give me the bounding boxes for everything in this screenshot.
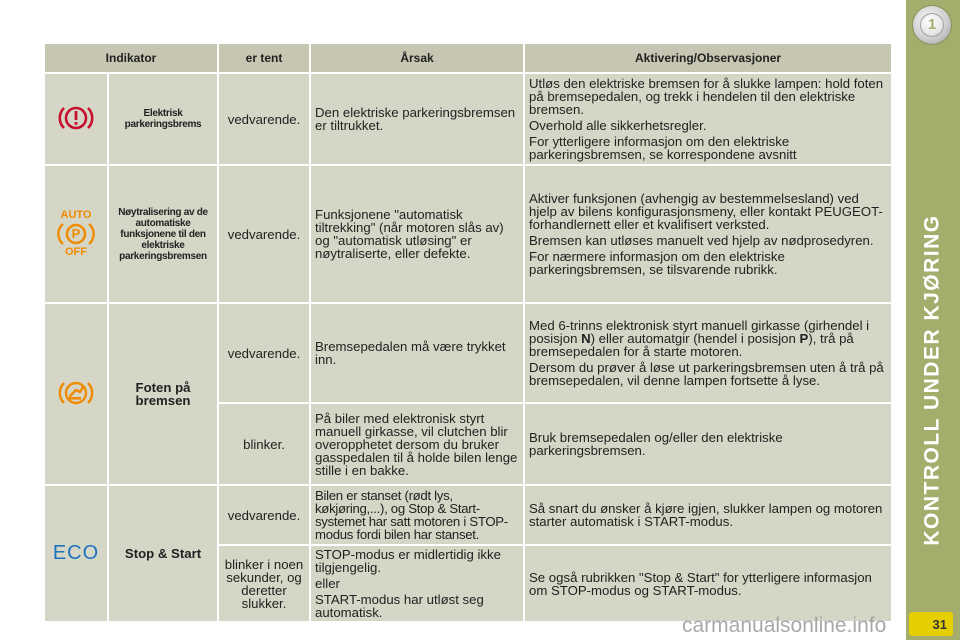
indicator-name: Nøytralisering av de automatiske funksjonene til den elektriske parkeringsbremsen	[109, 166, 219, 304]
off-label: OFF	[65, 246, 87, 258]
action-paragraph: Utløs den elektriske bremsen for å slukke lampen: hold foten på bremsepedalen, og trekk i hendelen til den elektriske bremsen.	[529, 76, 884, 117]
state-text: vedvarende.	[219, 166, 311, 304]
action-paragraph: Dersom du prøver å løse ut parkeringsbremsen uten å trå på bremsepedalen, vil denne lampen fortsette å lyse.	[529, 360, 884, 388]
text-span: ) eller automatgir (hendel i posisjon	[590, 331, 800, 346]
action-text: Se også rubrikken "Stop & Start" for ytterligere informasjon om STOP-modus og START-modus.	[525, 546, 893, 623]
auto-p-off-icon	[54, 210, 98, 258]
action-text	[525, 74, 893, 166]
cause-paragraph: START-modus har utløst seg automatisk.	[315, 592, 484, 620]
indicator-name: Elektrisk parkeringsbrems	[109, 74, 219, 166]
parking-brake-warning-icon	[56, 103, 96, 133]
chapter-title-text: KONTROLL UNDER KJØRING	[921, 214, 945, 546]
icon-cell	[45, 486, 109, 623]
page-number: 31	[909, 612, 953, 636]
action-paragraph: Bremsen kan utløses manuelt ved hjelp av nødprosedyren.	[529, 233, 874, 248]
table-row	[45, 74, 893, 166]
header-action: Aktivering/Observasjoner	[525, 44, 893, 74]
action-text	[525, 166, 893, 304]
icon-cell	[45, 304, 109, 486]
action-text: Så snart du ønsker å kjøre igjen, slukker lampen og motoren starter automatisk i START-modus.	[525, 486, 893, 546]
indicator-name: Foten på bremsen	[109, 304, 219, 486]
table-header-row	[45, 44, 893, 74]
action-paragraph: Aktiver funksjonen (avhengig av bestemmelsesland) ved hjelp av bilens konfigurasjonsmeny, eller kontakt PEUGEOT-forhandlernett eller et kvalifisert verksted.	[529, 191, 883, 232]
action-paragraph: Overhold alle sikkerhetsregler.	[529, 118, 707, 133]
indicator-table	[45, 44, 893, 623]
chapter-badge	[913, 6, 951, 44]
header-cause: Årsak	[311, 44, 525, 74]
text-span: Med 6-trinns elektronisk styrt manuell girkasse (girhendel i posisjon	[529, 318, 870, 346]
watermark: carmanualsonline.info	[682, 614, 887, 637]
chapter-title	[907, 160, 959, 600]
state-text: blinker.	[219, 404, 311, 486]
eco-icon: ECO	[52, 541, 100, 564]
action-text	[525, 304, 893, 404]
icon-cell	[45, 166, 109, 304]
cause-paragraph: STOP-modus er midlertidig ikke tilgjengelig.	[315, 547, 501, 575]
gear-n: N	[581, 331, 591, 346]
cause-text	[311, 546, 525, 623]
header-indicator: Indikator	[45, 44, 219, 74]
parking-letter: P	[71, 226, 81, 241]
action-paragraph	[529, 319, 887, 358]
gear-p: P	[799, 331, 809, 346]
indicator-name: Stop & Start	[109, 486, 219, 623]
cause-paragraph: eller	[315, 576, 340, 591]
foot-on-brake-icon	[56, 378, 96, 408]
icon-cell	[45, 74, 109, 166]
cause-text: Den elektriske parkeringsbremsen er tiltrukket.	[311, 74, 525, 166]
action-text: Bruk bremsepedalen og/eller den elektriske parkeringsbremsen.	[525, 404, 893, 486]
header-state: er tent	[219, 44, 311, 74]
table-row	[45, 166, 893, 304]
action-paragraph: For ytterligere informasjon om den elektriske parkeringsbremsen, se korrespondene avsnitt	[529, 134, 797, 162]
auto-label: AUTO	[60, 209, 92, 221]
action-paragraph: For nærmere informasjon om den elektriske parkeringsbremsen, se tilsvarende rubrikk.	[529, 249, 785, 277]
table-row	[45, 304, 893, 404]
state-text: blinker i noen sekunder, og deretter slukker.	[219, 546, 311, 623]
text-span: ), trå på bremsepedalen for å starte motoren.	[529, 331, 854, 359]
state-text: vedvarende.	[219, 74, 311, 166]
table-row	[45, 486, 893, 546]
cause-text: På biler med elektronisk styrt manuell girkasse, vil clutchen blir overopphetet dersom du bruker gasspedalen til å holde bilen lenge stille i en bakke.	[311, 404, 525, 486]
cause-text: Bilen er stanset (rødt lys, køkjøring,...), og Stop & Start-systemet har satt motoren i STOP-modus fordi bilen har stanset.	[311, 486, 525, 546]
state-text: vedvarende.	[219, 304, 311, 404]
chapter-number: 1	[920, 13, 944, 37]
cause-text: Funksjonene "automatisk tiltrekking" (når motoren slås av) og "automatisk utløsing" er nøytraliserte, eller defekte.	[311, 166, 525, 304]
cause-text: Bremsepedalen må være trykket inn.	[311, 304, 525, 404]
state-text: vedvarende.	[219, 486, 311, 546]
